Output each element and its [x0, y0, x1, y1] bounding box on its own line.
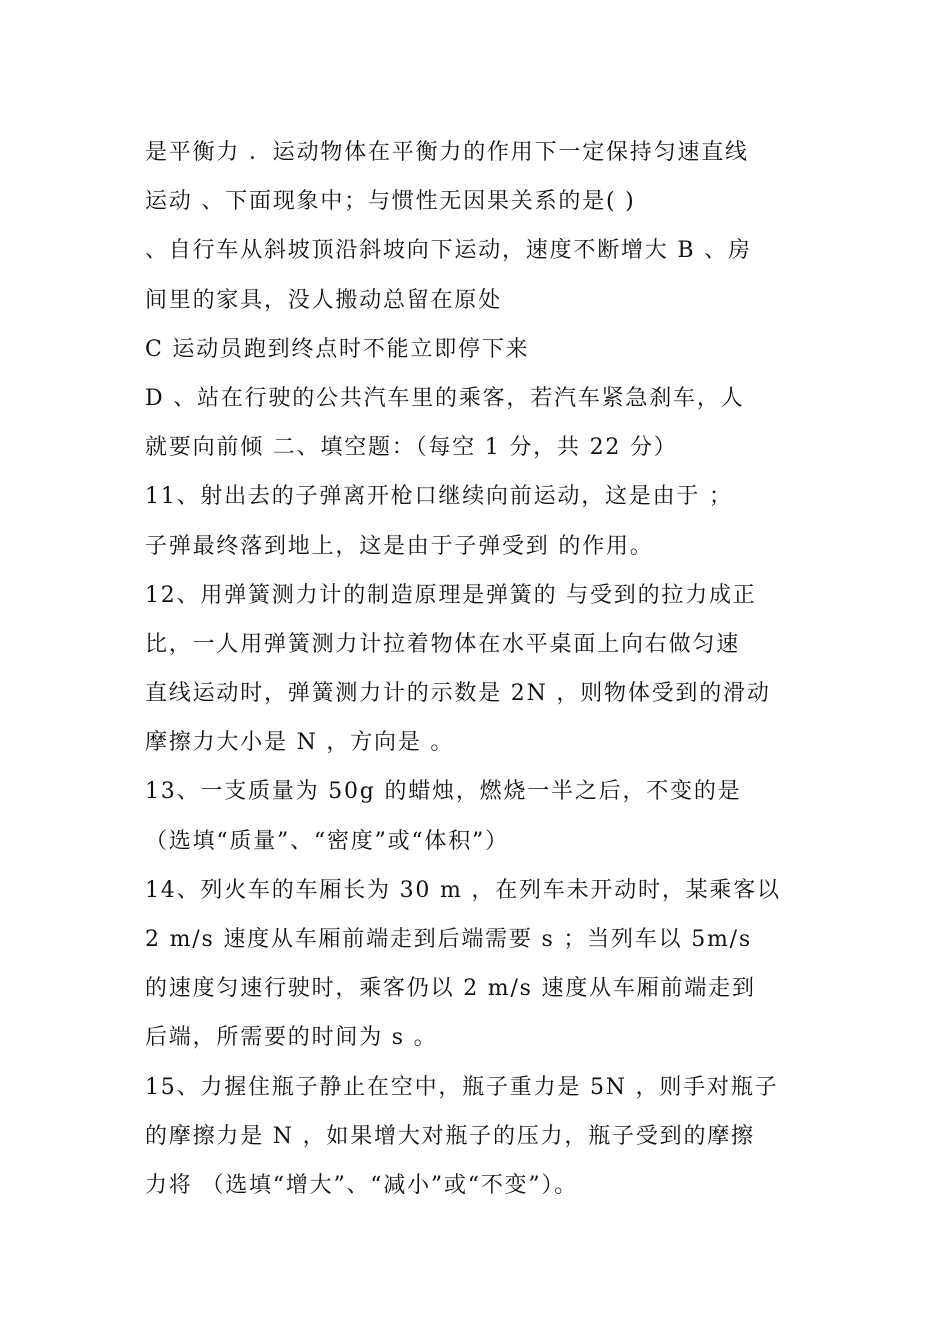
- text-line: D 、站在行驶的公共汽车里的乘客，若汽车紧急刹车，人: [145, 385, 745, 411]
- text-line: 子弹最终落到地上，这是由于子弹受到 的作用。: [145, 533, 654, 559]
- text-line: 间里的家具，没人搬动总留在原处: [145, 287, 503, 313]
- text-line: 的摩擦力是 N ，如果增大对瓶子的压力，瓶子受到的摩擦: [145, 1123, 755, 1149]
- text-line: （选填“质量”、“密度”或“体积”）: [145, 828, 509, 854]
- text-line: 12、用弹簧测力计的制造原理是弹簧的 与受到的拉力成正: [145, 582, 757, 608]
- text-line: 11、射出去的子弹离开枪口继续向前运动，这是由于 ；: [145, 484, 733, 510]
- text-line: C 运动员跑到终点时不能立即停下来: [145, 336, 530, 362]
- text-line: 是平衡力 ．运动物体在平衡力的作用下一定保持匀速直线: [145, 140, 749, 165]
- text-line: 13、一支质量为 50g 的蜡烛，燃烧一半之后，不变的是: [145, 779, 742, 805]
- text-line: 就要向前倾 二、填空题：（每空 1 分，共 22 分）: [145, 435, 678, 461]
- text-line: 比，一人用弹簧测力计拉着物体在水平桌面上向右做匀速: [145, 631, 741, 657]
- text-line: 力将 （选填“增大”、“减小”或“不变”）。: [145, 1172, 579, 1198]
- text-line: 、自行车从斜坡顶沿斜坡向下运动，速度不断增大 B 、房: [145, 238, 752, 264]
- text-line: 运动 、下面现象中；与惯性无因果关系的是( ): [145, 189, 636, 215]
- text-line: 直线运动时，弹簧测力计的示数是 2N ，则物体受到的滑动: [145, 681, 771, 707]
- text-line: 的速度匀速行驶时，乘客仍以 2 m/s 速度从车厢前端走到: [145, 976, 756, 1002]
- text-line: 15、力握住瓶子静止在空中，瓶子重力是 5N ，则手对瓶子: [145, 1074, 779, 1100]
- document-body: [145, 128, 810, 1210]
- text-line: 14、列火车的车厢长为 30 m ，在列车未开动时，某乘客以: [145, 877, 781, 903]
- text-line: 2 m/s 速度从车厢前端走到后端需要 s ；当列车以 5m/s: [145, 927, 752, 952]
- text-line: 摩擦力大小是 N ，方向是 。: [145, 730, 455, 756]
- text-line: 后端，所需要的时间为 s 。: [145, 1025, 438, 1051]
